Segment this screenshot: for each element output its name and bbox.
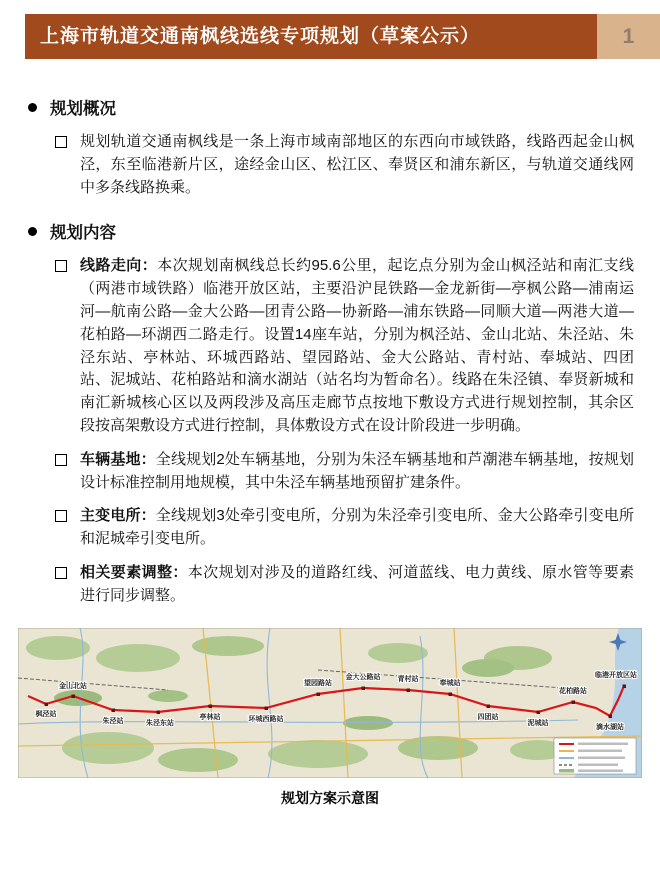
list-item [55, 505, 634, 551]
bullet-dot-icon [28, 227, 37, 236]
route-map [18, 628, 642, 808]
section-content [28, 219, 634, 607]
station-label: 四团站 [477, 713, 499, 721]
item-text [80, 449, 634, 495]
station-label: 枫泾站 [35, 710, 57, 718]
station-label: 临港开放区站 [595, 671, 637, 679]
station-label: 青村站 [397, 675, 419, 683]
section-heading [28, 95, 634, 119]
item-body: 规划轨道交通南枫线是一条上海市域南部地区的东西向市域铁路，线路西起金山枫泾，东至临港新片区，途经金山区、松江区、奉贤区和浦东新区，与轨道交通线网中多条线路换乘。 [80, 133, 634, 196]
station-label: 金山北站 [59, 682, 87, 690]
list-item [55, 131, 634, 199]
bullet-square-icon [55, 260, 67, 272]
station-label: 滴水湖站 [596, 723, 624, 731]
station-label: 朱泾东站 [146, 719, 174, 727]
section-overview [28, 95, 634, 199]
bullet-square-icon [55, 136, 67, 148]
route-map-svg [18, 628, 642, 778]
station-label: 环城西路站 [248, 715, 284, 723]
station-label: 奉城站 [439, 679, 461, 687]
header [25, 14, 660, 59]
item-label: 相关要素调整： [80, 563, 188, 581]
item-body: 本次规划南枫线总长约95.6公里，起讫点分别为金山枫泾站和南汇支线（两港市域铁路）临港开放区站，主要沿沪昆铁路—金龙新街—亭枫公路—浦南运河—航南公路—金大公路—团青公路—协新路—浦东铁路—同顺大道—两港大道—花柏路—环湖西二路走行。设置14座车站，分别为枫泾站、金山北站、朱泾站、朱泾东站、亭林站、环城西路站、望园路站、金大公路站、青村站、奉城站、四团站、泥城站、花柏路站和滴水湖站（站名均为暂命名）。线路在朱泾镇、奉贤新城和南汇新城核心区以及两段涉及高压走廊节点按地下敷设方式进行规划控制，其余区段按高架敷设方式进行控制，具体敷设方式在设计阶段进一步明确。 [80, 257, 634, 434]
bullet-square-icon [55, 510, 67, 522]
section-heading-text: 规划概况 [50, 100, 116, 118]
station-label: 花柏路站 [559, 687, 587, 695]
item-label: 车辆基地： [80, 450, 156, 468]
item-body: 本次规划对涉及的道路红线、河道蓝线、电力黄线、原水管等要素进行同步调整。 [80, 563, 634, 604]
station-label: 泥城站 [527, 719, 549, 727]
document-body [0, 59, 660, 608]
page-number: 1 [597, 14, 660, 59]
list-item [55, 449, 634, 495]
bullet-dot-icon [28, 103, 37, 112]
list-item [55, 562, 634, 608]
station-label: 金大公路站 [345, 673, 381, 681]
station-label: 朱泾站 [102, 717, 124, 725]
station-label: 亭林站 [199, 713, 221, 721]
section-heading [28, 219, 634, 243]
item-text [80, 505, 634, 551]
list-item [55, 255, 634, 437]
map-legend [554, 738, 636, 774]
bullet-square-icon [55, 567, 67, 579]
section-heading-text: 规划内容 [50, 224, 116, 243]
item-text [80, 131, 634, 199]
item-body: 全线规划3处牵引变电所，分别为朱泾牵引变电所、金大公路牵引变电所和泥城牵引变电所。 [80, 507, 634, 548]
item-label: 线路走向： [80, 257, 158, 275]
item-label: 主变电所： [80, 507, 156, 525]
item-text [80, 255, 634, 437]
page-title: 上海市轨道交通南枫线选线专项规划（草案公示） [25, 14, 597, 59]
map-caption: 规划方案示意图 [281, 789, 379, 806]
station-label: 望园路站 [304, 679, 332, 687]
bullet-square-icon [55, 454, 67, 466]
item-body: 全线规划2处车辆基地，分别为朱泾车辆基地和芦潮港车辆基地，按规划设计标准控制用地规模，其中朱泾车辆基地预留扩建条件。 [80, 450, 634, 491]
item-text [80, 562, 634, 608]
